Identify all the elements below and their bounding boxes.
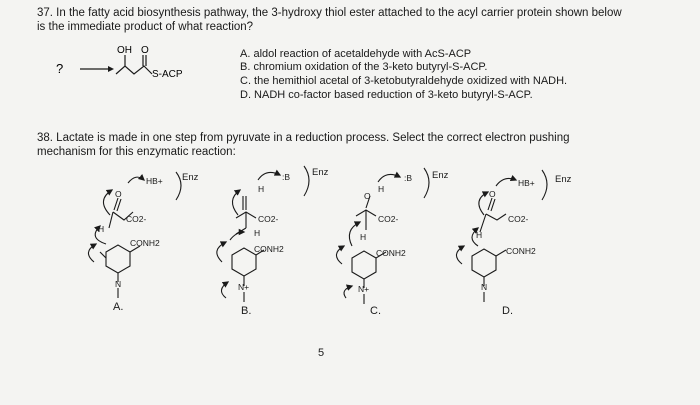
arrow-a-2: [103, 190, 112, 215]
mechanism-a-label: A.: [113, 301, 124, 313]
b-enz-label: Enz: [312, 167, 329, 178]
arrow-d-4: [456, 246, 464, 264]
q37-option-a[interactable]: A. aldol reaction of acetaldehyde with AcS-ACP: [240, 48, 472, 60]
q37-option-c[interactable]: C. the hemithiol acetal of 3-ketobutyraldehyde oxidized with NADH.: [240, 75, 568, 87]
d-enz-label: Enz: [555, 174, 572, 185]
unknown-reactant: ?: [56, 61, 64, 76]
arrow-b-4: [217, 242, 226, 262]
c-base-label: :B: [404, 173, 413, 183]
mechanism-d-label: D.: [502, 305, 513, 317]
b-nplus-label: N+: [238, 282, 250, 292]
ring-a: [106, 245, 130, 273]
arrow-c-3: [336, 246, 344, 264]
enz-bracket-a: [176, 172, 181, 200]
a-h-label: H: [98, 224, 105, 234]
c-enz-label: Enz: [432, 170, 449, 181]
b-conh2-label: CONH2: [254, 244, 284, 254]
mechanism-d: [456, 170, 547, 302]
o-label: O: [141, 45, 149, 56]
b-h-top: H: [258, 184, 265, 194]
question-37-text: 37. In the fatty acid biosynthesis pathway, the 3-hydroxy thiol ester attached to the acyl carrier protein shown below is the immediate product of what reaction?: [37, 7, 622, 33]
d-hb-label: HB+: [518, 178, 535, 188]
arrow-a-1: [128, 177, 144, 183]
enz-bracket-c: [424, 168, 429, 198]
ring-c: [352, 251, 376, 279]
a-conh2-label: CONH2: [130, 238, 160, 248]
a-o-label: O: [115, 189, 122, 199]
a-co2-label: CO2-: [126, 214, 147, 224]
enz-bracket-d: [542, 170, 547, 200]
b-co2-label: CO2-: [258, 214, 279, 224]
mechanism-c-label: C.: [370, 305, 381, 317]
enz-bracket-b: [304, 166, 309, 196]
ring-d: [472, 249, 496, 277]
mechanism-a: [88, 172, 181, 298]
q37-option-d[interactable]: D. NADH co-factor based reduction of 3-keto butyryl-S-ACP.: [240, 89, 533, 101]
arrow-d-1: [496, 178, 516, 186]
arrow-a-4: [88, 244, 96, 262]
a-n-label: N: [115, 279, 122, 289]
page-number: 5: [318, 347, 325, 359]
ring-b: [232, 248, 256, 276]
c-o-label: O: [364, 191, 371, 201]
d-conh2-label: CONH2: [506, 246, 536, 256]
arrow-b-1: [258, 172, 280, 180]
question-38-text: 38. Lactate is made in one step from pyruvate in a reduction process. Select the correct electron pushing mechanism for this enzymatic reaction:: [37, 132, 570, 158]
arrow-c-4: [344, 286, 352, 298]
c-h-mid: H: [360, 232, 367, 242]
c-nplus-label: N+: [358, 284, 370, 294]
arrow-d-2: [479, 192, 488, 215]
d-co2-label: CO2-: [508, 214, 529, 224]
c-h-top: H: [378, 184, 385, 194]
b-h-mid: H: [254, 228, 261, 238]
d-o-label: O: [489, 189, 496, 199]
d-n-label: N: [481, 282, 488, 292]
d-h-label: H: [476, 230, 483, 240]
mechanism-b-label: B.: [241, 305, 252, 317]
c-conh2-label: CONH2: [376, 248, 406, 258]
arrow-b-3: [230, 232, 244, 240]
arrow-b-2: [232, 190, 240, 215]
c-co2-label: CO2-: [378, 214, 399, 224]
arrow-c-1: [378, 174, 400, 182]
a-enz-label: Enz: [182, 172, 199, 183]
sacp-label: S-ACP: [152, 69, 183, 80]
arrow-c-2: [349, 222, 360, 246]
a-hb-label: HB+: [146, 176, 163, 186]
b-base-label: :B: [282, 172, 291, 182]
arrow-b-5: [221, 282, 228, 298]
oh-label: OH: [117, 45, 132, 56]
q37-option-b[interactable]: B. chromium oxidation of the 3-keto butyryl-S-ACP.: [240, 61, 488, 73]
